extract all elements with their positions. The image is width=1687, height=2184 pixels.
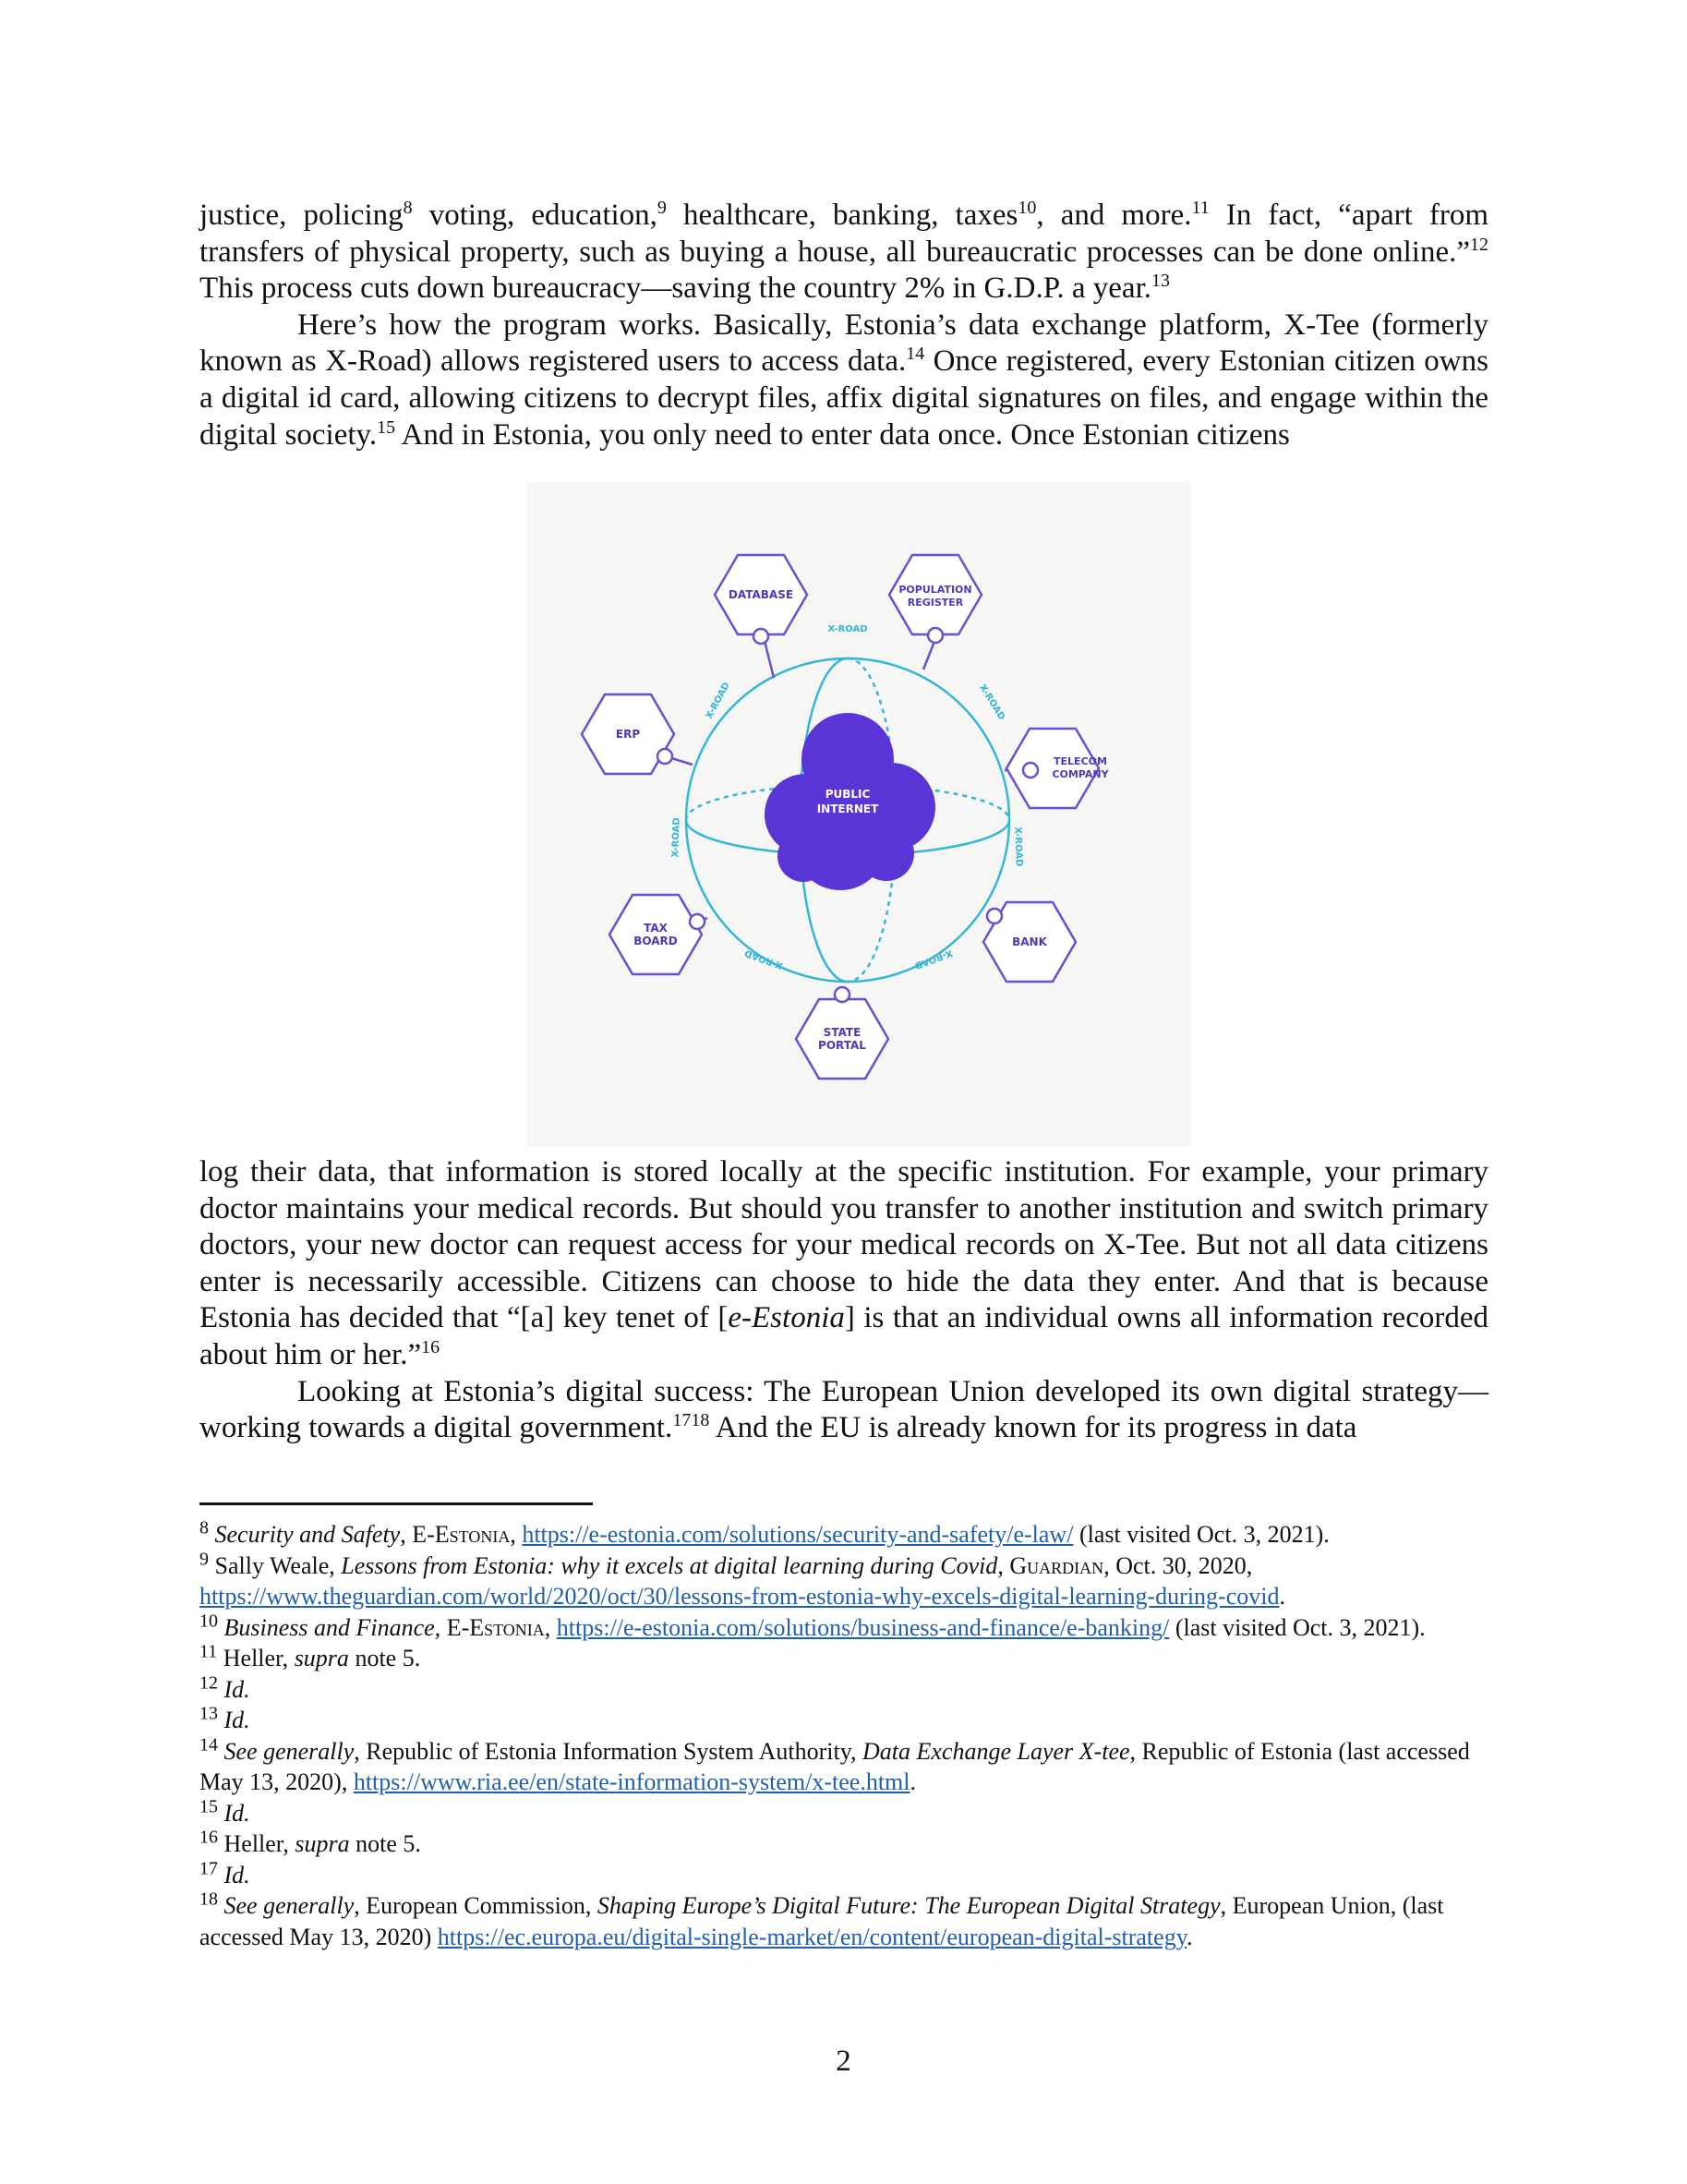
footnote-ref-14[interactable]: 14 <box>906 344 925 365</box>
cloud-label-2: INTERNET <box>816 802 879 815</box>
node-telecom-2: COMPANY <box>1052 768 1109 780</box>
xroad-label-lower-left: X-ROAD <box>743 947 785 971</box>
xroad-label-upper-right: X-ROAD <box>977 682 1007 722</box>
paragraph-3: log their data, that information is stored locally at the specific institution. For example, your primary doctor maintains your medical records. But should you transfer to another institution and switch primary doctors, your new doctor can request access for your medical records on X-Tee. But not all data citizens enter is necessarily accessible. Citizens can choose to hide the data they enter. And that is because Estonia has decided that “[a] key tenet of [e-Estonia] is that an individual owns all information recorded about him or her.”$^{16}$ <box>199 1155 1488 1371</box>
footnote-ref-17-18[interactable]: 1718 <box>672 1410 710 1431</box>
footnote-8: $^8$ Security and Safety, E-Estonia, https://e-estonia.com/solutions/security-and-safety/e-law/ (last visited Oct. 3, 2021). <box>199 1517 1330 1548</box>
node-telecom-1: TELECOM <box>1054 755 1107 767</box>
xroad-label-left: X-ROAD <box>670 817 682 858</box>
xroad-label-top: X-ROAD <box>827 624 868 634</box>
node-tax-1: TAX <box>644 922 668 935</box>
node-population-1: POPULATION <box>898 584 972 596</box>
footnotes <box>199 1519 1492 1952</box>
xroad-label-upper-left: X-ROAD <box>704 681 732 721</box>
node-database: DATABASE <box>728 588 794 601</box>
footnote-18: $^{18}$ See generally, European Commission, Shaping Europe’s Digital Future: The European Digital Strategy, European Union, (last accessed May 13, 2020) https://ec.europa.eu/digital-single-market/en/content/european-digital-strategy. <box>199 1888 1444 1950</box>
footnote-13: $^{13}$ Id. <box>199 1703 250 1733</box>
xroad-label-lower-right: X-ROAD <box>912 947 954 971</box>
footnote-11: $^{11}$ Heller, supra note 5. <box>199 1641 421 1671</box>
body-top <box>199 198 1488 453</box>
footnote-12: $^{12}$ Id. <box>199 1671 250 1703</box>
footnote-16: $^{16}$ Heller, supra note 5. <box>199 1827 421 1857</box>
footnote-ref-9[interactable]: 9 <box>657 198 667 218</box>
footnote-8-link[interactable]: https://e-estonia.com/solutions/security-and-safety/e-law/ <box>522 1521 1074 1548</box>
lock-icon-tax <box>690 914 705 929</box>
lock-icon-portal <box>835 987 850 1002</box>
lock-icon-bank <box>987 909 1002 923</box>
page-number: 2 <box>836 2045 851 2078</box>
footnote-9-link[interactable]: https://www.theguardian.com/world/2020/oct/30/lessons-from-estonia-why-excels-digital-learning-during-covid <box>199 1583 1280 1610</box>
paragraph-1: justice, policing$^8$ voting, education,$^9$ healthcare, banking, taxes$^{10}$, and more.$^{11}$ In fact, “apart from transfers of physical property, such as buying a house, all bureaucratic processes can be done online.”$^{12}$ This process cuts down bureaucracy—saving the country 2% in G.D.P. a year.$^{13}$ <box>199 198 1489 306</box>
node-population-2: REGISTER <box>907 597 964 609</box>
footnote-ref-13[interactable]: 13 <box>1151 271 1170 292</box>
lock-icon-population <box>928 628 943 643</box>
cloud-icon <box>765 713 935 890</box>
node-erp: ERP <box>615 728 641 741</box>
x-road-diagram <box>526 482 1191 1147</box>
footnote-10: $^{10}$ Business and Finance, E-Estonia, https://e-estonia.com/solutions/business-and-finance/e-banking/ (last visited Oct. 3, 2021). <box>199 1610 1426 1641</box>
xroad-label-right: X-ROAD <box>1012 827 1024 867</box>
paragraph-2: Here’s how the program works. Basically, Estonia’s data exchange platform, X-Tee (formerly known as X-Road) allows registered users to access data.$^{14}$ Once registered, every Estonian citizen owns a digital id card, allowing citizens to decrypt files, affix digital signatures on files, and engage within the digital society.$^{15}$ And in Estonia, you only need to enter data once. Once Estonian citizens <box>199 308 1488 452</box>
footnote-ref-12[interactable]: 12 <box>1470 234 1488 255</box>
cloud-label-1: PUBLIC <box>825 788 871 801</box>
footnote-ref-11[interactable]: 11 <box>1191 198 1210 218</box>
footnote-ref-15[interactable]: 15 <box>377 416 396 438</box>
footnote-18-link[interactable]: https://ec.europa.eu/digital-single-market/en/content/european-digital-strategy <box>437 1923 1187 1950</box>
link-database <box>765 641 774 678</box>
footnote-ref-8[interactable]: 8 <box>403 198 413 218</box>
lock-icon-erp <box>657 749 672 764</box>
footnote-15: $^{15}$ Id. <box>199 1795 250 1827</box>
node-bank: BANK <box>1012 935 1047 948</box>
node-tax-2: BOARD <box>633 935 678 947</box>
footnote-14: $^{14}$ See generally, Republic of Estonia Information System Authority, Data Exchange Layer X-tee, Republic of Estonia (last accessed May 13, 2020), https://www.ria.ee/en/state-information-system/x-tee.html. <box>199 1733 1470 1795</box>
footnote-ref-16[interactable]: 16 <box>421 1336 440 1357</box>
footnote-separator <box>199 1502 593 1505</box>
footnote-ref-10[interactable]: 10 <box>1018 198 1037 218</box>
paragraph-4: Looking at Estonia’s digital success: The European Union developed its own digital strategy—working towards a digital government.$^{1718}$ And the EU is already known for its progress in data <box>199 1374 1488 1445</box>
lock-icon-database <box>753 629 768 644</box>
node-portal-1: STATE <box>823 1026 862 1039</box>
body-bottom <box>199 1154 1488 1447</box>
footnote-17: $^{17}$ Id. <box>199 1857 250 1888</box>
footnote-10-link[interactable]: https://e-estonia.com/solutions/business-and-finance/e-banking/ <box>556 1613 1170 1641</box>
lock-icon-telecom <box>1023 763 1038 778</box>
footnote-14-link[interactable]: https://www.ria.ee/en/state-information-system/x-tee.html <box>353 1768 910 1795</box>
node-portal-2: PORTAL <box>818 1039 866 1052</box>
footnote-9: $^9$ Sally Weale, Lessons from Estonia: why it excels at digital learning during Covid, Guardian, Oct. 30, 2020, https://www.theguardian.com/world/2020/oct/30/lessons-from-estonia-why-excels-digital-learning-during-covid. <box>199 1548 1285 1610</box>
